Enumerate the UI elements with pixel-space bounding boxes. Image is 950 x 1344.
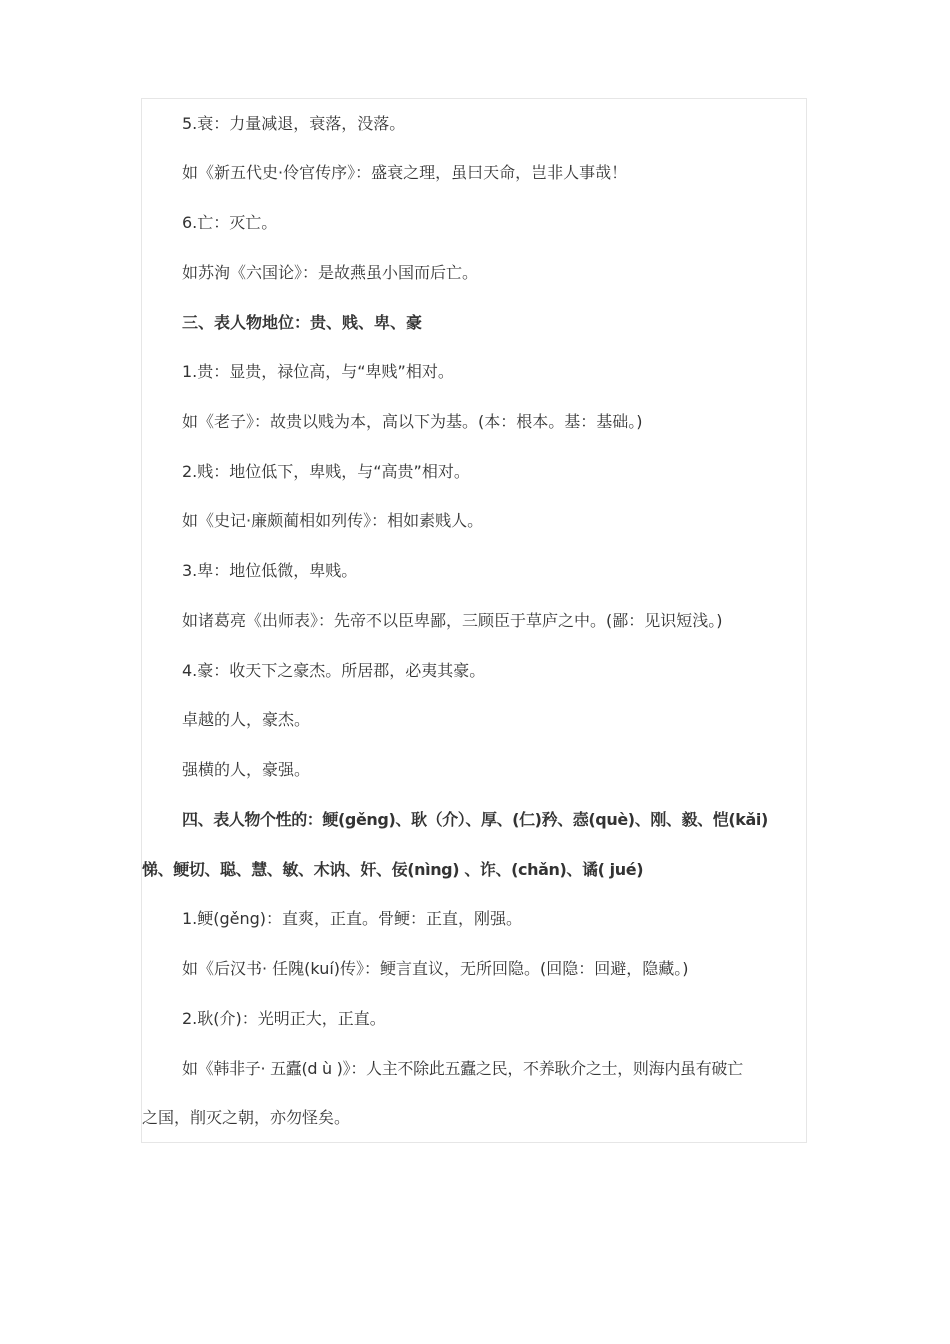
paragraph-line: 如《韩非子· 五蠹(d ù )》：人主不除此五蠹之民，不养耿介之士，则海内虽有破亡: [182, 1059, 743, 1078]
paragraph-line: 5.衰：力量减退，衰落，没落。: [182, 114, 406, 133]
paragraph-line: 6.亡：灭亡。: [182, 213, 278, 232]
paragraph-line: 1.鲠(gěng)：直爽，正直。骨鲠：正直，刚强。: [182, 909, 523, 928]
paragraph-line: 4.豪：收天下之豪杰。所居郡，必夷其豪。: [182, 661, 486, 680]
paragraph-line: 卓越的人，豪杰。: [182, 710, 311, 729]
paragraph-line: 如苏洵《六国论》：是故燕虽小国而后亡。: [182, 263, 479, 282]
paragraph-line: 1.贵：显贵，禄位高，与“卑贱”相对。: [182, 362, 454, 381]
paragraph-line: 如《后汉书· 任隗(kuí)传》：鲠言直议，无所回隐。(回隐：回避，隐藏。): [182, 959, 689, 978]
paragraph-line: 如《老子》：故贵以贱为本，高以下为基。(本：根本。基：基础。): [182, 412, 643, 431]
section-heading-continued: 悌、鲠切、聪、慧、敏、木讷、奸、佞(nìng) 、诈、(chǎn)、谲( jué): [142, 860, 644, 879]
paragraph-line: 2.耿(介)：光明正大，正直。: [182, 1009, 386, 1028]
document-content: [141, 98, 807, 1143]
paragraph-line: 如《新五代史·伶官传序》：盛衰之理，虽曰天命，岂非人事哉！: [182, 163, 628, 182]
paragraph-line: 如诸葛亮《出师表》：先帝不以臣卑鄙，三顾臣于草庐之中。(鄙：见识短浅。): [182, 611, 723, 630]
section-heading: 四、表人物个性的：鲠(gěng)、耿（介）、厚、(仁)矜、悫(què)、刚、毅、恺(kǎi): [182, 810, 768, 829]
paragraph-line: 强横的人，豪强。: [182, 760, 311, 779]
paragraph-line-continued: 之国，削灭之朝，亦勿怪矣。: [142, 1108, 351, 1127]
paragraph-line: 2.贱：地位低下，卑贱，与“高贵”相对。: [182, 462, 470, 481]
paragraph-line: 3.卑：地位低微，卑贱。: [182, 561, 358, 580]
paragraph-line: 如《史记·廉颇蔺相如列传》：相如素贱人。: [182, 511, 484, 530]
section-heading: 三、表人物地位：贵、贱、卑、豪: [182, 313, 423, 332]
